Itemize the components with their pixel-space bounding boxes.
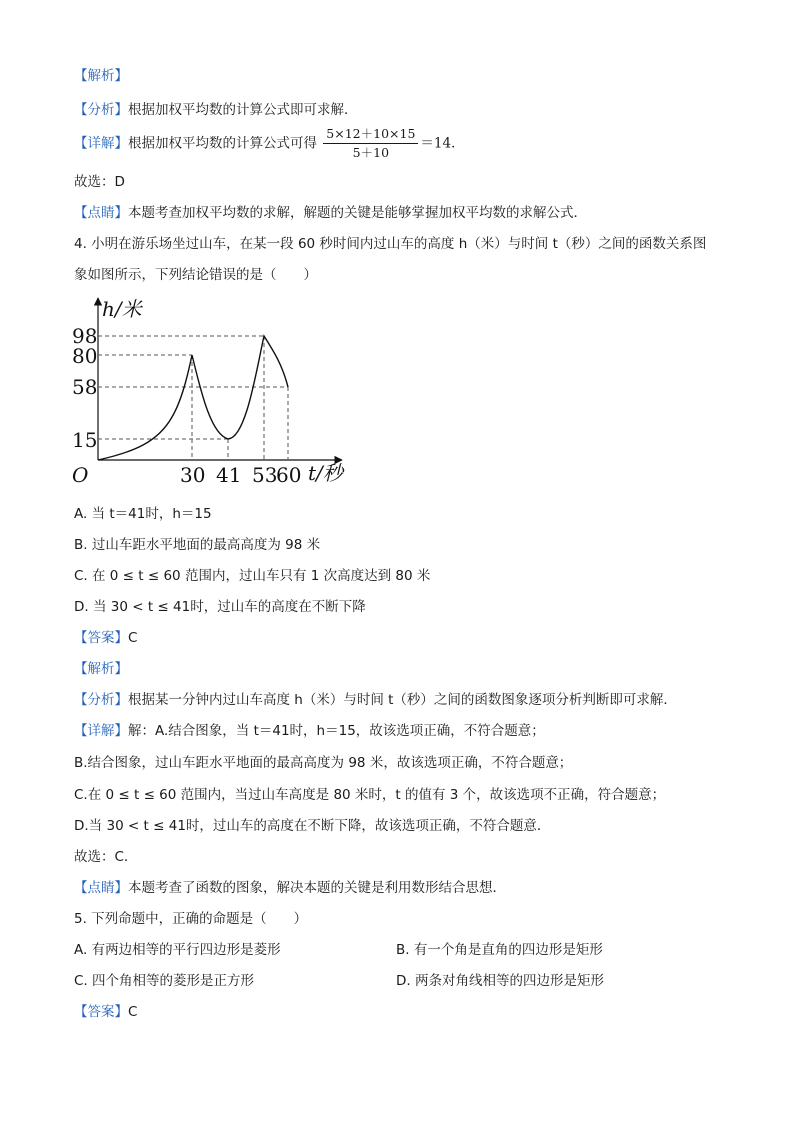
y-tick-98: 98 — [72, 324, 98, 348]
detail-1 — [74, 126, 465, 161]
q4-option-a: A. 当 t＝41时，h＝15 — [74, 506, 212, 522]
fraction-denominator: 5＋10 — [352, 145, 390, 160]
q5-answer — [74, 1002, 137, 1022]
origin-label: O — [72, 463, 89, 487]
x-tick-60: 60 — [276, 463, 302, 487]
comment-1 — [74, 203, 587, 223]
x-axis-label: t/秒 — [308, 461, 343, 485]
detail-tag: 【详解】 — [74, 723, 128, 739]
q5-option-d: D. 两条对角线相等的四边形是矩形 — [396, 973, 604, 989]
q4-detail-b: B.结合图象，过山车距水平地面的最高高度为 98 米，故该选项正确，不符合题意； — [74, 755, 573, 771]
y-axis-label: h/米 — [102, 297, 142, 321]
y-tick-80: 80 — [72, 344, 98, 368]
q4-choice: 故选：C． — [74, 849, 138, 865]
detail-text-a: 解：A.结合图象，当 t＝41时，h＝15，故该选项正确，不符合题意； — [128, 723, 545, 739]
comment-tag: 【点睛】 — [74, 880, 128, 896]
y-tick-15: 15 — [72, 428, 98, 452]
q4-stem-line1: 4. 小明在游乐场坐过山车，在某一段 60 秒时间内过山车的高度 h（米）与时间 t（秒）之间的函数关系图 — [74, 236, 707, 252]
q5-option-a: A. 有两边相等的平行四边形是菱形 — [74, 942, 281, 958]
fraction-numerator: 5×12＋10×15 — [323, 126, 418, 144]
section-jiexi-1: 【解析】 — [74, 68, 128, 84]
q5-option-b: B. 有一个角是直角的四边形是矩形 — [396, 942, 603, 958]
q5-stem: 5. 下列命题中，正确的命题是（ ） — [74, 911, 308, 927]
q4-answer — [74, 628, 137, 648]
comment-tag: 【点睛】 — [74, 205, 128, 221]
q4-comment — [74, 878, 506, 898]
analysis-tag: 【分析】 — [74, 692, 128, 708]
detail-text: 根据加权平均数的计算公式可得 — [128, 135, 317, 152]
detail-period: ． — [451, 135, 465, 152]
function-graph — [66, 292, 356, 492]
q4-stem-line2: 象如图所示，下列结论错误的是（ ） — [74, 267, 317, 283]
q4-detail-a — [74, 721, 545, 741]
comment-text: 本题考查了函数的图象，解决本题的关键是利用数形结合思想． — [128, 880, 506, 896]
q4-detail-d: D.当 30 < t ≤ 41时，过山车的高度在不断下降，故该选项正确，不符合题意． — [74, 818, 551, 834]
x-tick-53: 53 — [252, 463, 278, 487]
q4-option-c: C. 在 0 ≤ t ≤ 60 范围内，过山车只有 1 次高度达到 80 米 — [74, 568, 431, 584]
answer-tag: 【答案】 — [74, 1004, 128, 1020]
detail-tag: 【详解】 — [74, 135, 128, 152]
q5-option-c: C. 四个角相等的菱形是正方形 — [74, 973, 255, 989]
analysis-text: 根据某一分钟内过山车高度 h（米）与时间 t（秒）之间的函数图象逐项分析判断即可求解． — [128, 692, 677, 708]
q4-option-b: B. 过山车距水平地面的最高高度为 98 米 — [74, 537, 321, 553]
answer-value: C — [128, 1004, 138, 1020]
analysis-text: 根据加权平均数的计算公式即可求解． — [128, 102, 358, 118]
fraction — [323, 126, 418, 161]
x-tick-30: 30 — [180, 463, 206, 487]
answer-tag: 【答案】 — [74, 630, 128, 646]
q4-detail-c: C.在 0 ≤ t ≤ 60 范围内，当过山车高度是 80 米时，t 的值有 3 个，故该选项不正确，符合题意； — [74, 787, 666, 803]
answer-value: C — [128, 630, 138, 646]
x-tick-41: 41 — [216, 463, 242, 487]
analysis-tag: 【分析】 — [74, 102, 128, 118]
q4-option-d: D. 当 30 < t ≤ 41时，过山车的高度在不断下降 — [74, 599, 366, 615]
section-jiexi-2: 【解析】 — [74, 661, 128, 677]
analysis-1 — [74, 100, 358, 120]
choice-1: 故选：D — [74, 174, 125, 190]
y-tick-58: 58 — [72, 375, 98, 399]
q4-analysis — [74, 690, 677, 710]
comment-text: 本题考查加权平均数的求解，解题的关键是能够掌握加权平均数的求解公式． — [128, 205, 587, 221]
detail-result: ＝14 — [420, 135, 452, 152]
